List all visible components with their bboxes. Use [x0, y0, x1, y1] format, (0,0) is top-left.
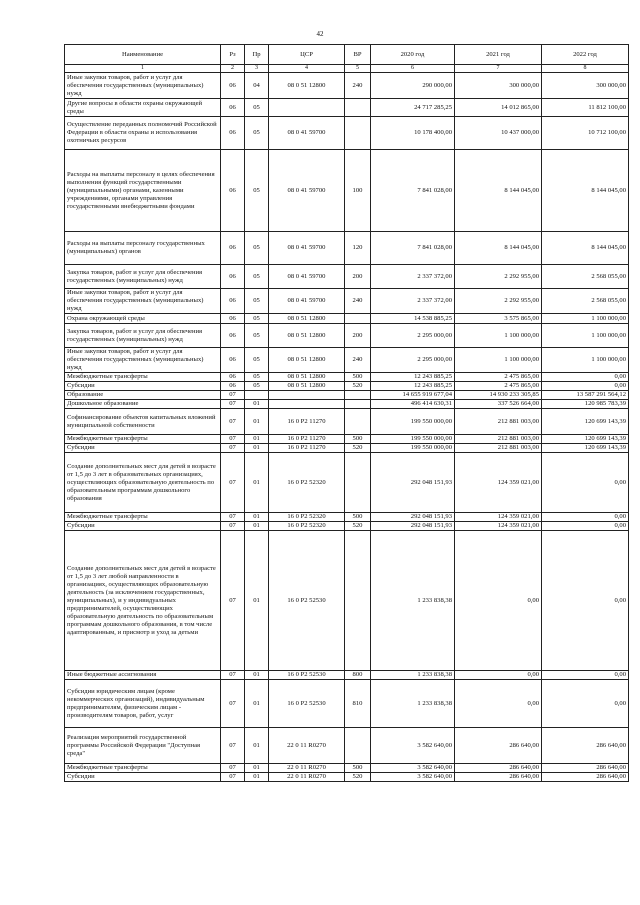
- cell-2021: 1 100 000,00: [455, 324, 542, 348]
- cell-name: Закупка товаров, работ и услуг для обеспечения государственных (муниципальных) нужд: [65, 324, 221, 348]
- cell-2021: 337 526 664,00: [455, 400, 542, 409]
- cell-2022: 0,00: [542, 531, 629, 671]
- cell-csr: 16 0 P2 52530: [269, 531, 345, 671]
- cell-2022: 8 144 045,00: [542, 232, 629, 265]
- cell-pr: 05: [245, 289, 269, 314]
- cell-vr: 240: [345, 73, 371, 99]
- cell-2022: 0,00: [542, 453, 629, 513]
- cell-rz: 06: [221, 99, 245, 117]
- table-row: [65, 324, 629, 348]
- cell-csr: 16 0 P2 52320: [269, 453, 345, 513]
- cell-2020: 7 841 028,00: [371, 232, 455, 265]
- header-row: [65, 45, 629, 65]
- table-row: [65, 232, 629, 265]
- table-row: [65, 513, 629, 522]
- cell-pr: 01: [245, 400, 269, 409]
- cell-2020: 290 000,00: [371, 73, 455, 99]
- cell-name: Образование: [65, 391, 221, 400]
- cell-name: Иные закупки товаров, работ и услуг для обеспечения государственных (муниципальных) нужд: [65, 348, 221, 373]
- cell-vr: [345, 531, 371, 671]
- table-row: [65, 728, 629, 764]
- table-row: [65, 265, 629, 289]
- cell-rz: 07: [221, 400, 245, 409]
- cell-2021: 2 475 865,00: [455, 382, 542, 391]
- cell-csr: 08 0 41 59700: [269, 232, 345, 265]
- cell-vr: [345, 409, 371, 435]
- cell-pr: 01: [245, 728, 269, 764]
- cell-vr: 800: [345, 671, 371, 680]
- cell-rz: 06: [221, 289, 245, 314]
- cell-name: Дошкольное образование: [65, 400, 221, 409]
- column-index: 2: [221, 65, 245, 73]
- cell-2021: 2 475 865,00: [455, 373, 542, 382]
- cell-csr: 16 0 P2 52320: [269, 513, 345, 522]
- cell-csr: 08 0 41 59700: [269, 265, 345, 289]
- cell-name: Иные бюджетные ассигнования: [65, 671, 221, 680]
- cell-pr: 05: [245, 265, 269, 289]
- cell-vr: 520: [345, 444, 371, 453]
- cell-csr: 22 0 11 R0270: [269, 764, 345, 773]
- cell-vr: 500: [345, 764, 371, 773]
- cell-2020: 14 538 885,25: [371, 314, 455, 324]
- cell-2020: 1 233 838,38: [371, 680, 455, 728]
- cell-vr: 100: [345, 150, 371, 232]
- cell-rz: 06: [221, 348, 245, 373]
- cell-2021: 124 359 021,00: [455, 453, 542, 513]
- cell-2021: 212 881 003,00: [455, 409, 542, 435]
- cell-2021: 14 930 233 305,85: [455, 391, 542, 400]
- cell-name: Межбюджетные трансферты: [65, 373, 221, 382]
- cell-rz: 06: [221, 117, 245, 150]
- cell-rz: 07: [221, 764, 245, 773]
- cell-rz: 07: [221, 391, 245, 400]
- cell-rz: 06: [221, 73, 245, 99]
- cell-pr: 01: [245, 671, 269, 680]
- cell-csr: 08 0 41 59700: [269, 289, 345, 314]
- cell-vr: 500: [345, 373, 371, 382]
- cell-pr: 05: [245, 117, 269, 150]
- cell-vr: 200: [345, 324, 371, 348]
- cell-name: Осуществление переданных полномочий Российской Федерации в области охраны и использования охотничьих ресурсов: [65, 117, 221, 150]
- cell-2022: 2 568 055,00: [542, 265, 629, 289]
- cell-2020: 199 550 000,00: [371, 435, 455, 444]
- cell-name: Создание дополнительных мест для детей в возрасте от 1,5 до 3 лет любой направленности в организациях, осуществляющих образовательную деятельность (за исключением государственных, муниципальных), и у индивидуальных предпринимателей, осуществляющих образовательную деятельность по образовательным программам дошкольного образования, в том числе адаптированным, и присмотр и уход за детьми: [65, 531, 221, 671]
- cell-2022: 0,00: [542, 513, 629, 522]
- column-index: 3: [245, 65, 269, 73]
- cell-2020: 12 243 885,25: [371, 382, 455, 391]
- cell-2021: 8 144 045,00: [455, 150, 542, 232]
- cell-vr: [345, 99, 371, 117]
- cell-rz: 06: [221, 265, 245, 289]
- cell-pr: 01: [245, 764, 269, 773]
- cell-2021: 212 881 003,00: [455, 444, 542, 453]
- cell-name: Межбюджетные трансферты: [65, 435, 221, 444]
- cell-2020: 2 337 372,00: [371, 289, 455, 314]
- cell-2020: 496 414 630,31: [371, 400, 455, 409]
- cell-vr: [345, 728, 371, 764]
- header-name: Наименование: [65, 45, 221, 65]
- cell-pr: 01: [245, 680, 269, 728]
- table-row: [65, 314, 629, 324]
- cell-csr: 08 0 51 12800: [269, 73, 345, 99]
- cell-csr: 08 0 41 59700: [269, 150, 345, 232]
- cell-csr: [269, 391, 345, 400]
- cell-2020: 12 243 885,25: [371, 373, 455, 382]
- cell-2022: 2 568 055,00: [542, 289, 629, 314]
- cell-2021: 8 144 045,00: [455, 232, 542, 265]
- cell-name: Субсидии: [65, 382, 221, 391]
- cell-name: Расходы на выплаты персоналу государственных (муниципальных) органов: [65, 232, 221, 265]
- cell-csr: 16 0 P2 11270: [269, 435, 345, 444]
- header-rz: Рз: [221, 45, 245, 65]
- cell-csr: 08 0 51 12800: [269, 314, 345, 324]
- cell-name: Софинансирование объектов капитальных вложений муниципальной собственности: [65, 409, 221, 435]
- cell-2021: 2 292 955,00: [455, 289, 542, 314]
- table-row: [65, 531, 629, 671]
- cell-2022: 1 100 000,00: [542, 314, 629, 324]
- cell-pr: [245, 391, 269, 400]
- cell-2022: 0,00: [542, 671, 629, 680]
- cell-vr: 520: [345, 382, 371, 391]
- cell-rz: 06: [221, 232, 245, 265]
- cell-2021: 124 359 021,00: [455, 522, 542, 531]
- cell-csr: 22 0 11 R0270: [269, 773, 345, 782]
- header-csr: ЦСР: [269, 45, 345, 65]
- cell-rz: 07: [221, 680, 245, 728]
- table-row: [65, 764, 629, 773]
- cell-2020: 1 233 838,38: [371, 671, 455, 680]
- cell-2021: 1 100 000,00: [455, 348, 542, 373]
- cell-rz: 06: [221, 324, 245, 348]
- cell-name: Субсидии: [65, 522, 221, 531]
- cell-pr: 01: [245, 522, 269, 531]
- cell-rz: 07: [221, 409, 245, 435]
- cell-pr: 05: [245, 382, 269, 391]
- cell-csr: 16 0 P2 52320: [269, 522, 345, 531]
- page-number: 42: [316, 30, 324, 38]
- cell-vr: 240: [345, 289, 371, 314]
- cell-csr: [269, 400, 345, 409]
- cell-name: Охрана окружающей среды: [65, 314, 221, 324]
- header-vr: ВР: [345, 45, 371, 65]
- cell-csr: 16 0 P2 52530: [269, 671, 345, 680]
- cell-2020: 7 841 028,00: [371, 150, 455, 232]
- table-row: [65, 444, 629, 453]
- cell-2020: 199 550 000,00: [371, 409, 455, 435]
- cell-2022: 1 100 000,00: [542, 348, 629, 373]
- cell-vr: 120: [345, 232, 371, 265]
- cell-pr: 01: [245, 435, 269, 444]
- cell-2022: 286 640,00: [542, 764, 629, 773]
- table-row: [65, 453, 629, 513]
- cell-rz: 07: [221, 453, 245, 513]
- cell-2020: 24 717 285,25: [371, 99, 455, 117]
- cell-2021: 124 359 021,00: [455, 513, 542, 522]
- cell-2020: 3 582 640,00: [371, 728, 455, 764]
- cell-rz: 07: [221, 671, 245, 680]
- cell-name: Межбюджетные трансферты: [65, 513, 221, 522]
- cell-2021: 286 640,00: [455, 728, 542, 764]
- cell-pr: 05: [245, 232, 269, 265]
- cell-vr: 200: [345, 265, 371, 289]
- cell-name: Субсидии юридическим лицам (кроме некоммерческих организаций), индивидуальным предпринимателям, физическим лицам - производителям товаров, работ, услуг: [65, 680, 221, 728]
- cell-2021: 300 000,00: [455, 73, 542, 99]
- cell-csr: 16 0 P2 11270: [269, 409, 345, 435]
- cell-rz: 06: [221, 150, 245, 232]
- cell-rz: 06: [221, 314, 245, 324]
- cell-vr: [345, 400, 371, 409]
- cell-2021: 0,00: [455, 680, 542, 728]
- cell-2020: 292 048 151,93: [371, 522, 455, 531]
- cell-csr: 08 0 51 12800: [269, 348, 345, 373]
- cell-2020: 292 048 151,93: [371, 513, 455, 522]
- cell-name: Закупка товаров, работ и услуг для обеспечения государственных (муниципальных) нужд: [65, 265, 221, 289]
- cell-csr: 08 0 51 12800: [269, 382, 345, 391]
- cell-rz: 06: [221, 373, 245, 382]
- cell-2021: 14 012 865,00: [455, 99, 542, 117]
- cell-pr: 01: [245, 531, 269, 671]
- table-row: [65, 391, 629, 400]
- cell-2022: 0,00: [542, 382, 629, 391]
- table-row: [65, 409, 629, 435]
- cell-2020: 1 233 838,38: [371, 531, 455, 671]
- cell-pr: 01: [245, 453, 269, 513]
- header-2021: 2021 год: [455, 45, 542, 65]
- table-row: [65, 348, 629, 373]
- cell-vr: 500: [345, 435, 371, 444]
- cell-vr: 240: [345, 348, 371, 373]
- cell-name: Субсидии: [65, 773, 221, 782]
- cell-2022: 120 699 143,39: [542, 409, 629, 435]
- cell-rz: 07: [221, 773, 245, 782]
- cell-name: Субсидии: [65, 444, 221, 453]
- cell-rz: 07: [221, 513, 245, 522]
- cell-name: Межбюджетные трансферты: [65, 764, 221, 773]
- cell-csr: 16 0 P2 11270: [269, 444, 345, 453]
- cell-csr: 22 0 11 R0270: [269, 728, 345, 764]
- cell-2020: 2 295 000,00: [371, 324, 455, 348]
- cell-pr: 01: [245, 513, 269, 522]
- cell-2021: 0,00: [455, 531, 542, 671]
- cell-2022: 120 985 783,39: [542, 400, 629, 409]
- cell-2020: 3 582 640,00: [371, 764, 455, 773]
- cell-2020: 2 337 372,00: [371, 265, 455, 289]
- column-index: 6: [371, 65, 455, 73]
- table-row: [65, 680, 629, 728]
- cell-vr: [345, 314, 371, 324]
- column-index: 4: [269, 65, 345, 73]
- cell-2021: 10 437 000,00: [455, 117, 542, 150]
- cell-pr: 01: [245, 773, 269, 782]
- cell-name: Создание дополнительных мест для детей в возрасте от 1,5 до 3 лет в образовательных организациях, осуществляющих образовательную деятельность по образовательным программам дошкольного образования: [65, 453, 221, 513]
- cell-vr: [345, 453, 371, 513]
- cell-2022: 120 699 143,39: [542, 435, 629, 444]
- cell-2020: 199 550 000,00: [371, 444, 455, 453]
- cell-2021: 286 640,00: [455, 773, 542, 782]
- column-index-row: [65, 65, 629, 73]
- cell-2022: 286 640,00: [542, 773, 629, 782]
- table-row: [65, 99, 629, 117]
- cell-2020: 292 048 151,93: [371, 453, 455, 513]
- header-pr: Пр: [245, 45, 269, 65]
- cell-rz: 07: [221, 522, 245, 531]
- cell-pr: 05: [245, 314, 269, 324]
- cell-csr: 08 0 51 12800: [269, 324, 345, 348]
- cell-csr: 08 0 51 12800: [269, 373, 345, 382]
- cell-2022: 8 144 045,00: [542, 150, 629, 232]
- cell-2021: 286 640,00: [455, 764, 542, 773]
- table-row: [65, 400, 629, 409]
- table-row: [65, 773, 629, 782]
- cell-2022: 0,00: [542, 373, 629, 382]
- budget-table: [64, 44, 629, 782]
- column-index: 5: [345, 65, 371, 73]
- cell-vr: [345, 391, 371, 400]
- cell-2022: 13 587 291 564,12: [542, 391, 629, 400]
- cell-vr: 810: [345, 680, 371, 728]
- cell-rz: 07: [221, 435, 245, 444]
- cell-2022: 120 699 143,39: [542, 444, 629, 453]
- cell-2021: 2 292 955,00: [455, 265, 542, 289]
- cell-pr: 05: [245, 373, 269, 382]
- cell-2022: 300 000,00: [542, 73, 629, 99]
- cell-csr: [269, 99, 345, 117]
- cell-pr: 05: [245, 99, 269, 117]
- cell-2022: 0,00: [542, 680, 629, 728]
- header-2020: 2020 год: [371, 45, 455, 65]
- table-body: [65, 73, 629, 782]
- cell-vr: 520: [345, 522, 371, 531]
- cell-2020: 10 178 400,00: [371, 117, 455, 150]
- cell-vr: 500: [345, 513, 371, 522]
- cell-2020: 3 582 640,00: [371, 773, 455, 782]
- table-row: [65, 435, 629, 444]
- cell-vr: 520: [345, 773, 371, 782]
- cell-2022: 1 100 000,00: [542, 324, 629, 348]
- cell-rz: 07: [221, 728, 245, 764]
- table-row: [65, 373, 629, 382]
- table-row: [65, 382, 629, 391]
- cell-name: Реализация мероприятий государственной программы Российской Федерации "Доступная среда": [65, 728, 221, 764]
- table-row: [65, 522, 629, 531]
- cell-2022: 10 712 100,00: [542, 117, 629, 150]
- cell-vr: [345, 117, 371, 150]
- cell-name: Иные закупки товаров, работ и услуг для обеспечения государственных (муниципальных) нужд: [65, 289, 221, 314]
- cell-name: Расходы на выплаты персоналу в целях обеспечения выполнения функций государственными (муниципальными) органами, казенными учреждениями, органами управления государственными внебюджетными фондами: [65, 150, 221, 232]
- table-row: [65, 150, 629, 232]
- cell-pr: 05: [245, 150, 269, 232]
- cell-csr: 16 0 P2 52530: [269, 680, 345, 728]
- cell-2021: 212 881 003,00: [455, 435, 542, 444]
- cell-pr: 05: [245, 348, 269, 373]
- cell-pr: 01: [245, 444, 269, 453]
- cell-2020: 2 295 000,00: [371, 348, 455, 373]
- cell-pr: 04: [245, 73, 269, 99]
- cell-rz: 06: [221, 382, 245, 391]
- cell-rz: 07: [221, 444, 245, 453]
- cell-pr: 01: [245, 409, 269, 435]
- cell-rz: 07: [221, 531, 245, 671]
- table-row: [65, 73, 629, 99]
- column-index: 1: [65, 65, 221, 73]
- table-row: [65, 671, 629, 680]
- cell-2022: 0,00: [542, 522, 629, 531]
- cell-2021: 0,00: [455, 671, 542, 680]
- cell-2021: 3 575 865,00: [455, 314, 542, 324]
- cell-csr: 08 0 41 59700: [269, 117, 345, 150]
- cell-2022: 11 812 100,00: [542, 99, 629, 117]
- table-row: [65, 289, 629, 314]
- cell-pr: 05: [245, 324, 269, 348]
- table-row: [65, 117, 629, 150]
- cell-2022: 286 640,00: [542, 728, 629, 764]
- cell-name: Другие вопросы в области охраны окружающей среды: [65, 99, 221, 117]
- header-2022: 2022 год: [542, 45, 629, 65]
- column-index: 7: [455, 65, 542, 73]
- column-index: 8: [542, 65, 629, 73]
- cell-name: Иные закупки товаров, работ и услуг для обеспечения государственных (муниципальных) нужд: [65, 73, 221, 99]
- cell-2020: 14 655 919 677,04: [371, 391, 455, 400]
